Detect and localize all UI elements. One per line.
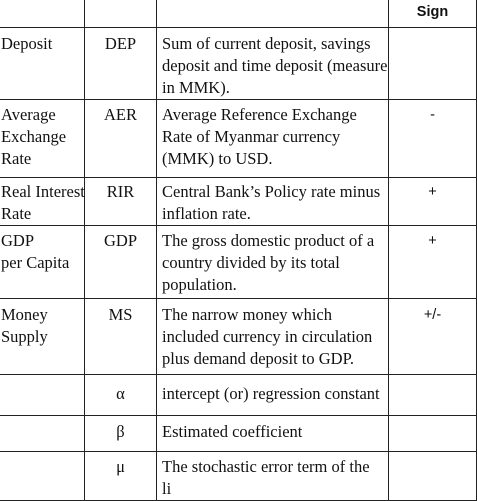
sign-cell xyxy=(389,375,477,416)
variable-line: Average xyxy=(1,105,56,124)
variable-line: GDP xyxy=(1,231,35,250)
description-cell xyxy=(157,100,389,178)
variable-line: Money xyxy=(1,305,48,324)
symbol-cell: RIR xyxy=(85,178,157,226)
description-line: The gross domestic product of a xyxy=(162,231,375,250)
description-line: included currency in circulation xyxy=(162,327,373,346)
description-line: population. xyxy=(162,275,237,294)
description-line: The narrow money which xyxy=(162,305,332,324)
table-row xyxy=(0,416,477,452)
variable-line: per Capita xyxy=(1,253,70,272)
description-cell xyxy=(157,452,389,501)
variable-cell xyxy=(0,375,85,416)
symbol-cell: GDP xyxy=(85,226,157,299)
header-symbol xyxy=(85,0,157,28)
description-line: in MMK). xyxy=(162,78,230,97)
variable-cell xyxy=(0,452,85,501)
header-description xyxy=(157,0,389,28)
description-line: Rate of Myanmar currency xyxy=(162,127,341,146)
description-line: Central Bank’s Policy rate minus xyxy=(162,182,381,201)
symbol-cell: AER xyxy=(85,100,157,178)
description-cell xyxy=(157,375,389,416)
description-line: li xyxy=(162,479,172,498)
variable-cell xyxy=(0,226,85,299)
table-row xyxy=(0,452,477,501)
variable-cell xyxy=(0,28,85,100)
sign-cell: - xyxy=(389,100,477,178)
description-line: The stochastic error term of the xyxy=(162,457,370,476)
header-sign-line2: Sign xyxy=(416,4,449,20)
variable-cell xyxy=(0,299,85,375)
description-cell xyxy=(157,178,389,226)
sign-cell xyxy=(389,28,477,100)
variable-cell xyxy=(0,100,85,178)
table-header-row xyxy=(0,0,477,28)
sign-cell xyxy=(389,452,477,501)
description-line: plus demand deposit to GDP. xyxy=(162,349,355,368)
description-line: Average Reference Exchange xyxy=(162,105,357,124)
table-row xyxy=(0,375,477,416)
variable-cell xyxy=(0,178,85,226)
variable-line: Rate xyxy=(1,204,32,223)
description-line: deposit and time deposit (measure xyxy=(162,56,388,75)
table-row xyxy=(0,299,477,375)
variable-line: Rate xyxy=(1,149,32,168)
sign-cell: + xyxy=(389,178,477,226)
description-line: inflation rate. xyxy=(162,204,251,223)
table-row xyxy=(0,100,477,178)
sign-cell: + xyxy=(389,226,477,299)
table-row xyxy=(0,28,477,100)
sign-cell: +/- xyxy=(389,299,477,375)
description-line: country divided by its total xyxy=(162,253,340,272)
symbol-cell: α xyxy=(85,375,157,416)
header-expected-sign xyxy=(389,0,477,28)
description-line: intercept (or) regression constant xyxy=(162,384,380,403)
variable-cell xyxy=(0,416,85,452)
description-cell xyxy=(157,416,389,452)
description-line: Sum of current deposit, savings xyxy=(162,34,371,53)
table-row xyxy=(0,178,477,226)
description-cell xyxy=(157,226,389,299)
symbol-cell: β xyxy=(85,416,157,452)
description-cell xyxy=(157,28,389,100)
variable-line: Exchange xyxy=(1,127,67,146)
sign-cell xyxy=(389,416,477,452)
variable-line: Real Interest xyxy=(1,182,85,201)
header-variable xyxy=(0,0,85,28)
symbol-cell: DEP xyxy=(85,28,157,100)
description-line: Estimated coefficient xyxy=(162,422,303,441)
symbol-cell: MS xyxy=(85,299,157,375)
symbol-cell: μ xyxy=(85,452,157,501)
variable-line: Deposit xyxy=(1,34,53,53)
description-line: (MMK) to USD. xyxy=(162,149,273,168)
description-cell xyxy=(157,299,389,375)
variable-line: Supply xyxy=(1,327,48,346)
table-row xyxy=(0,226,477,299)
